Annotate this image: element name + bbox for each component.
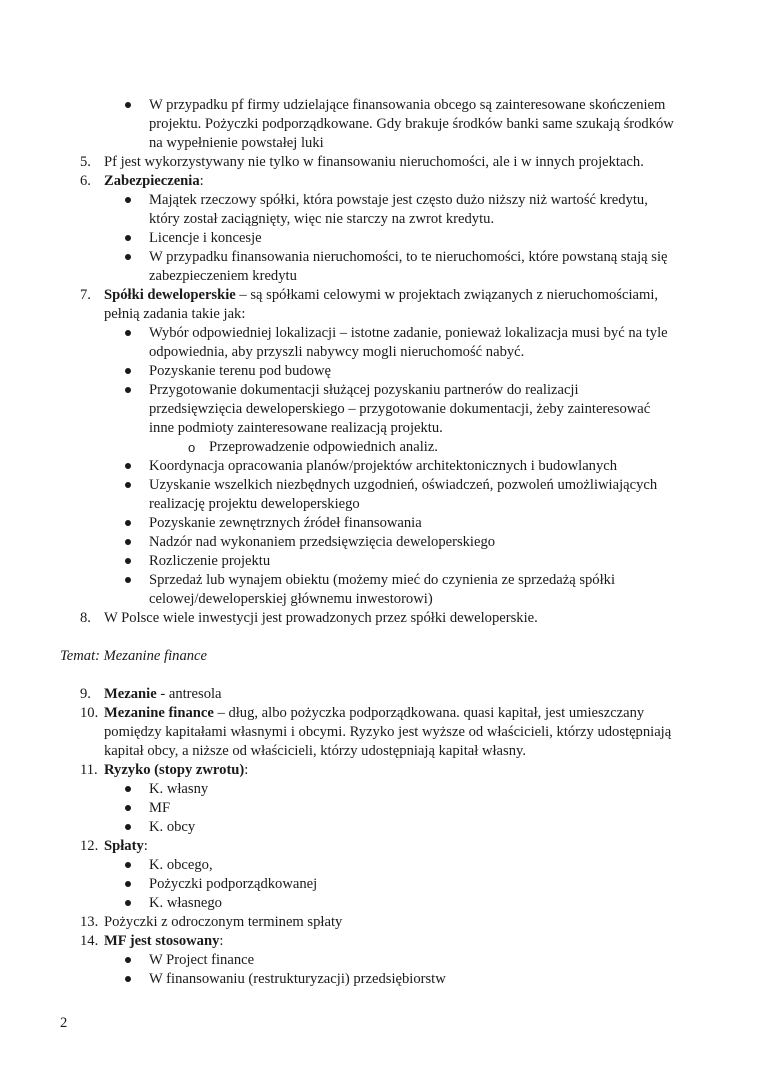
bullet-icon [125, 862, 131, 868]
item-heading: Mezanie [104, 686, 157, 702]
bullet-icon [125, 881, 131, 887]
item-number: 7. [80, 287, 91, 303]
item-heading: Zabezpieczenia [104, 173, 200, 189]
list-text: W Polsce wiele inwestycji jest prowadzonych przez spółki deweloperskie. [104, 610, 538, 626]
item-number: 10. [80, 705, 99, 721]
bullet-item [0, 894, 760, 913]
bullet-icon [125, 900, 131, 906]
list-text: K. własnego [149, 895, 222, 911]
list-text: projektu. Pożyczki podporządkowane. Gdy brakuje środków banki same szukają środków [149, 116, 674, 132]
list-text: Koordynacja opracowania planów/projektów architektonicznych i budowlanych [149, 458, 618, 474]
bullet-item [0, 362, 760, 381]
sub-bullet-item [0, 438, 760, 457]
list-text: odpowiednia, aby przyszli nabywcy mogli nieruchomość nabyć. [149, 344, 525, 360]
list-text: na wypełnienie powstałej luki [149, 135, 324, 151]
list-text: W Project finance [149, 952, 255, 968]
bullet-item [0, 381, 760, 400]
bullet-icon [125, 387, 131, 393]
document-page [0, 96, 760, 989]
item-number: 5. [80, 154, 91, 170]
list-text: Pożyczki z odroczonym terminem spłaty [104, 914, 343, 930]
item-number: 13. [80, 914, 99, 930]
list-text: zabezpieczeniem kredytu [149, 268, 297, 284]
bullet-icon [125, 824, 131, 830]
item-heading: Spłaty [104, 838, 144, 854]
numbered-item [0, 609, 760, 628]
bullet-item [0, 818, 760, 837]
list-text: W finansowaniu (restrukturyzacji) przedsiębiorstw [149, 971, 446, 987]
bullet-item [0, 476, 760, 495]
list-text: Pozyskanie terenu pod budowę [149, 363, 331, 379]
list-text: przedsięwzięcia deweloperskiego – przygotowanie dokumentacji, żeby zainteresować [149, 401, 651, 417]
item-number: 6. [80, 173, 91, 189]
bullet-icon [125, 197, 131, 203]
bullet-icon [125, 577, 131, 583]
list-text: Rozliczenie projektu [149, 553, 271, 569]
numbered-item: 10. Mezanine finance – dług, albo pożyczka podporządkowana. quasi kapitał, jest umieszczany [80, 705, 645, 721]
bullet-icon [125, 957, 131, 963]
bullet-item [0, 457, 760, 476]
list-text: K. własny [149, 781, 209, 797]
list-text: Przeprowadzenie odpowiednich analiz. [209, 439, 438, 455]
list-text: kapitał obcy, a niższe od właścicieli, którzy udostępniają kapitał własny. [104, 743, 526, 759]
list-text: Sprzedaż lub wynajem obiektu (możemy mieć do czynienia ze sprzedażą spółki [149, 572, 616, 588]
bullet-item [0, 191, 760, 210]
bullet-icon [125, 235, 131, 241]
bullet-icon [125, 805, 131, 811]
item-number: 14. [80, 933, 99, 949]
bullet-icon [125, 463, 131, 469]
list-text: celowej/deweloperskiej głównemu inwestorowi) [149, 591, 433, 607]
item-number: 8. [80, 610, 91, 626]
bullet-item [0, 571, 760, 590]
list-text: W przypadku pf firmy udzielające finansowania obcego są zainteresowane skończeniem [149, 97, 666, 113]
numbered-item [0, 913, 760, 932]
bullet-icon [125, 368, 131, 374]
numbered-item: 12. Spłaty: [80, 838, 148, 854]
list-text: Pf jest wykorzystywany nie tylko w finansowaniu nieruchomości, ale i w innych projektach. [104, 154, 644, 170]
bullet-item [0, 533, 760, 552]
item-heading: MF jest stosowany [104, 933, 220, 949]
numbered-item: 6. Zabezpieczenia: [80, 173, 204, 189]
bullet-item [0, 248, 760, 267]
numbered-item: 7. Spółki deweloperskie – są spółkami celowymi w projektach związanych z nieruchomościami, [80, 287, 659, 303]
list-text: który został zaciągnięty, więc nie starczy na zwrot kredytu. [149, 211, 495, 227]
list-text: Majątek rzeczowy spółki, która powstaje jest często dużo niższy niż wartość kredytu, [149, 192, 648, 208]
item-heading: Mezanine finance [104, 705, 214, 721]
list-text: Pozyskanie zewnętrznych źródeł finansowania [149, 515, 422, 531]
bullet-item [0, 552, 760, 571]
list-text: K. obcy [149, 819, 196, 835]
topic-heading: Temat: Mezanine finance [60, 648, 207, 664]
list-text: pomiędzy kapitałami własnymi i obcymi. Ryzyko jest wyższe od właścicieli, którzy udostępniają [104, 724, 672, 740]
list-text: K. obcego, [149, 857, 213, 873]
bullet-icon [125, 786, 131, 792]
item-number: 9. [80, 686, 91, 702]
bullet-item [0, 96, 760, 115]
list-text: Przygotowanie dokumentacji służącej pozyskaniu partnerów do realizacji [149, 382, 579, 398]
list-text: Licencje i koncesje [149, 230, 262, 246]
numbered-item: 14. MF jest stosowany: [80, 933, 224, 949]
bullet-item [0, 780, 760, 799]
bullet-item [0, 951, 760, 970]
bullet-item [0, 856, 760, 875]
bullet-icon [125, 102, 131, 108]
bullet-icon [125, 254, 131, 260]
bullet-icon [125, 330, 131, 336]
bullet-icon [125, 482, 131, 488]
list-text: realizację projektu deweloperskiego [149, 496, 360, 512]
bullet-icon [125, 976, 131, 982]
list-text: MF [149, 800, 171, 816]
numbered-item: 11. Ryzyko (stopy zwrotu): [80, 762, 249, 778]
bullet-icon [125, 539, 131, 545]
item-heading: Spółki deweloperskie [104, 287, 236, 303]
list-text: Nadzór nad wykonaniem przedsięwzięcia deweloperskiego [149, 534, 496, 550]
list-text: W przypadku finansowania nieruchomości, to te nieruchomości, które powstaną stają się [149, 249, 668, 265]
bullet-icon [125, 520, 131, 526]
list-text: inne podmioty zainteresowane realizacją projektu. [149, 420, 443, 436]
bullet-icon [125, 558, 131, 564]
numbered-item: 9. Mezanie - antresola [80, 686, 222, 702]
bullet-item [0, 970, 760, 989]
numbered-item [0, 153, 760, 172]
item-number: 11. [80, 762, 98, 778]
bullet-item [0, 324, 760, 343]
list-text: pełnią zadania takie jak: [104, 306, 246, 322]
item-number: 12. [80, 838, 99, 854]
bullet-item [0, 799, 760, 818]
page-number: 2 [60, 1015, 68, 1031]
bullet-item [0, 514, 760, 533]
bullet-item [0, 875, 760, 894]
bullet-item [0, 229, 760, 248]
item-heading: Ryzyko (stopy zwrotu) [104, 762, 245, 778]
list-text: Uzyskanie wszelkich niezbędnych uzgodnień, oświadczeń, pozwoleń umożliwiających [149, 477, 658, 493]
list-text: Pożyczki podporządkowanej [149, 876, 318, 892]
list-text: Wybór odpowiedniej lokalizacji – istotne zadanie, ponieważ lokalizacja musi być na tyle [149, 325, 668, 341]
sub-bullet-marker: o [188, 440, 196, 455]
